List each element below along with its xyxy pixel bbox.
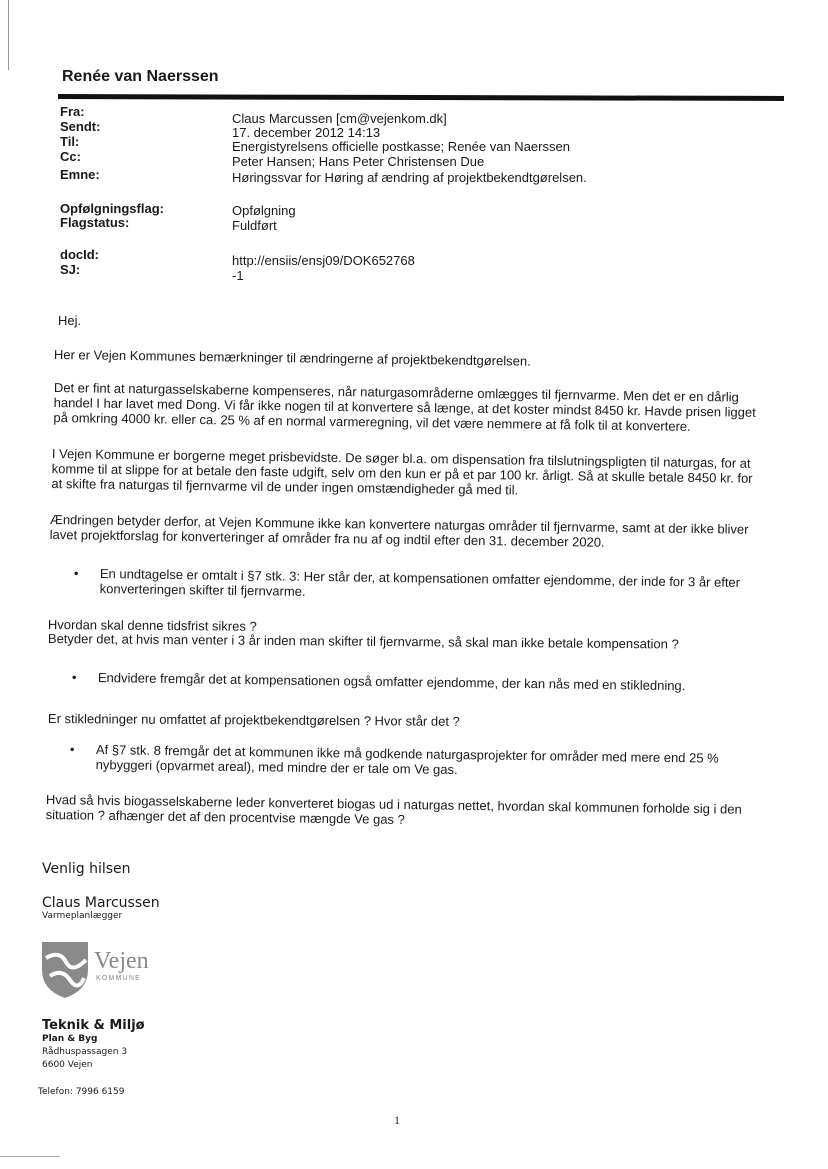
shield-icon (40, 940, 160, 1000)
bullet-exception (73, 565, 765, 605)
page-number: 1 (394, 1113, 400, 1127)
closing: Venlig hilsen (42, 861, 131, 877)
til-value: Energistyrelsens officielle postkasse; Renée van Naerssen (232, 139, 570, 154)
bullet-dot: • (69, 741, 75, 757)
fra-value: Claus Marcussen [cm@vejenkom.dk] (232, 111, 447, 126)
question-stikledning: Er stikledninger nu omfattet af projektbekendtgørelsen ? Hvor står det ? (47, 711, 460, 729)
bullet-dot: • (73, 565, 79, 581)
greeting: Hej. (58, 313, 82, 328)
paragraph-intro: Her er Vejen Kommunes bemærkninger til ændringerne af projektbekendtgørelsen. (53, 347, 531, 369)
signer-title: Varmeplanlægger (42, 911, 123, 921)
logo-sub: KOMMUNE (96, 975, 141, 982)
sendt-label: Sendt: (60, 119, 101, 134)
bullet-nybyggeri-text: Af §7 stk. 8 fremgår det at kommunen ikke må godkende naturgasprojekter for områder med mere end 25 % nybyggeri (opvarmet areal), med mindre der er tale om Ve gas. (95, 742, 719, 778)
sj-label: SJ: (60, 262, 81, 277)
cc-label: Cc: (60, 149, 81, 164)
question-waiting: Betyder det, at hvis man venter i 3 år inden man skifter til fjernvarme, så skal man ikke betale kompensation ? (47, 631, 679, 652)
header-rule (58, 94, 784, 101)
bullet-nybyggeri (69, 741, 766, 781)
sj-value: -1 (232, 268, 244, 283)
flagstatus-label: Flagstatus: (60, 215, 130, 230)
sub-department: Plan & Byg (42, 1034, 98, 1044)
logo-word: Vejen (94, 948, 149, 974)
signer-name: Claus Marcussen (42, 895, 160, 911)
cc-value: Peter Hansen; Hans Peter Christensen Due (232, 154, 485, 169)
sender-name: Renée van Naerssen (62, 68, 219, 85)
fra-label: Fra: (60, 104, 85, 119)
flag-value: Opfølgning (232, 203, 296, 218)
paragraph-price-awareness: I Vejen Kommune er borgerne meget prisbevidste. De søger bl.a. om dispensation fra tilslutningspligten til naturgas, for at komme til at slippe for at betale den faste udgift, selv om den kun er på et par 100 kr. årligt. Så at skulle betale 8450 kr. for at skifte fra naturgas til fjernvarme vil de under ingen omstændigheder gå med til. (51, 446, 753, 498)
street-address: Rådhuspassagen 3 (42, 1047, 128, 1057)
docid-value: http://ensiis/ensj09/DOK652768 (232, 253, 415, 268)
department: Teknik & Miljø (42, 1018, 145, 1033)
til-label: Til: (60, 134, 80, 149)
bullet-dot: • (71, 669, 77, 685)
docid-label: docId: (60, 247, 99, 262)
flag-label: Opfølgningsflag: (60, 201, 164, 216)
question-deadline: Hvordan skal denne tidsfrist sikres ? (47, 617, 257, 634)
bullet-stikledning-text: Endvidere fremgår det at kompensationen også omfatter ejendomme, der kan nås med en stikledning. (97, 670, 686, 694)
flagstatus-value: Fuldført (232, 218, 277, 233)
emne-value: Høringssvar for Høring af ændring af projektbekendtgørelsen. (232, 170, 587, 185)
phone-number: Telefon: 7996 6159 (38, 1087, 125, 1097)
vejen-kommune-logo (40, 940, 160, 1000)
paragraph-consequence: Ændringen betyder derfor, at Vejen Kommune ikke kan konvertere naturgas områder til fjernvarme, samt at der ikke bliver lavet projektforslag for konverteringer af områder fra nu af og indtil efter den 31. december 2020. (49, 512, 749, 550)
emne-label: Emne: (60, 167, 100, 182)
paragraph-biogas: Hvad så hvis biogasselskaberne leder konverteret biogas ud i naturgas nettet, hvordan skal kommunen forholde sig i den situation ? afhænger det af den procentvise mængde Ve gas ? (45, 792, 742, 828)
bullet-exception-text: En undtagelse er omtalt i §7 stk. 3: Her står der, at kompensationen omfatter ejendomme, der inde for 3 år efter konverteringen skifter til fjernvarme. (99, 566, 741, 599)
sendt-value: 17. december 2012 14:13 (232, 125, 381, 140)
bullet-stikledning (71, 669, 798, 695)
paragraph-compensation: Det er fint at naturgasselskaberne kompenseres, når naturgasområderne omlægges til fjernvarme. Men det er en dårlig handel I har lavet med Dong. Vi får ikke nogen til at konvertere så længe, at det koster mindst 8450 kr. Havde prisen ligget på omkring 4000 kr. eller ca. 25 % af en normal varmeregning, vil det være nemmere at få folk til at konvertere. (53, 380, 756, 434)
city-address: 6600 Vejen (42, 1060, 93, 1070)
